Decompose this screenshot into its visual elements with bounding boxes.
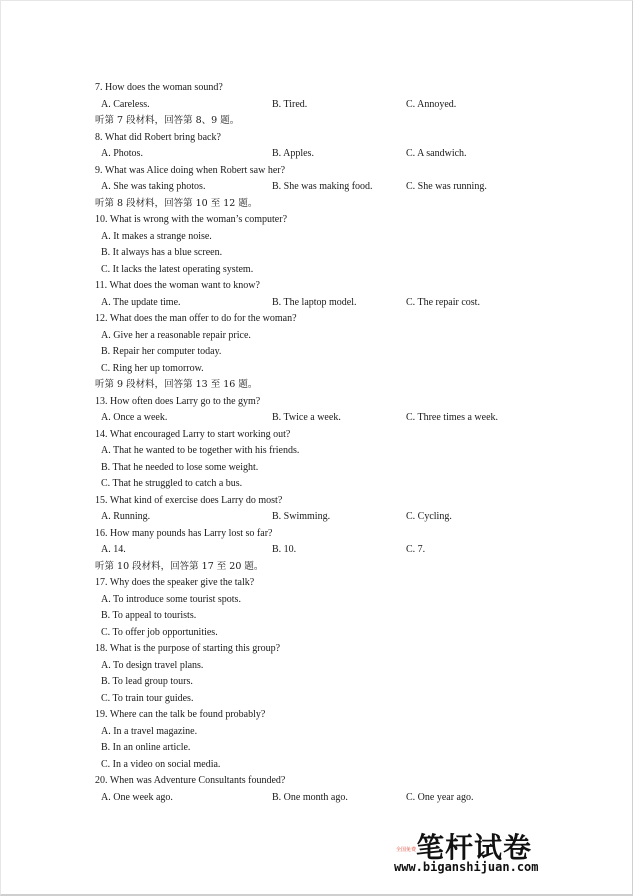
options-row <box>95 97 555 114</box>
question-stem: 14. What encouraged Larry to start working out? <box>95 428 291 440</box>
option-line: A. Give her a reasonable repair price. <box>101 329 251 341</box>
options-row <box>95 790 555 807</box>
option-c: C. Annoyed. <box>406 98 457 110</box>
option-line: B. That he needed to lose some weight. <box>101 461 259 473</box>
question-stem: 19. Where can the talk be found probably? <box>95 709 266 720</box>
option-a: A. Once a week. <box>101 412 168 423</box>
section-instruction: 听第 7 段材料，回答第 8、9 题。 <box>95 115 240 126</box>
option-c: C. Cycling. <box>406 511 452 522</box>
option-line: C. Ring her up tomorrow. <box>101 362 204 374</box>
question-stem: 9. What was Alice doing when Robert saw her? <box>95 164 286 176</box>
options-row <box>95 146 555 163</box>
option-b: B. 10. <box>272 544 297 555</box>
option-b: B. Twice a week. <box>272 412 341 423</box>
question-stem: 20. When was Adventure Consultants founded? <box>95 775 286 786</box>
option-a: A. She was taking photos. <box>101 181 206 192</box>
option-line: B. It always has a blue screen. <box>101 247 223 258</box>
question-stem: 12. What does the man offer to do for the woman? <box>95 313 297 324</box>
section-instruction: 听第 10 段材料，回答第 17 至 20 题。 <box>95 560 264 572</box>
option-b: B. Apples. <box>272 148 314 159</box>
option-c: C. She was running. <box>406 181 487 192</box>
option-line: B. In an online article. <box>101 742 191 753</box>
option-b: B. She was making food. <box>272 181 373 192</box>
option-line: C. That he struggled to catch a bus. <box>101 478 243 489</box>
options-row <box>95 410 555 427</box>
section-instruction: 听第 8 段材料，回答第 10 至 12 题。 <box>95 197 258 209</box>
option-a: A. The update time. <box>101 296 181 308</box>
option-line: C. To train tour guides. <box>101 692 194 704</box>
watermark-title: 笔杆试卷 <box>416 831 533 864</box>
option-c: C. One year ago. <box>406 791 474 803</box>
option-b: B. One month ago. <box>272 791 348 803</box>
option-line: B. To appeal to tourists. <box>101 610 197 621</box>
question-stem: 15. What kind of exercise does Larry do most? <box>95 494 283 506</box>
option-line: C. To offer job opportunities. <box>101 626 218 638</box>
option-line: A. To design travel plans. <box>101 659 204 671</box>
option-a: A. One week ago. <box>101 791 173 803</box>
watermark-tag: 全国免费 <box>396 847 417 853</box>
question-stem: 7. How does the woman sound? <box>95 82 223 93</box>
question-stem: 17. Why does the speaker give the talk? <box>95 577 255 588</box>
option-line: B. Repair her computer today. <box>101 346 222 357</box>
option-a: A. Photos. <box>101 148 143 159</box>
option-c: C. Three times a week. <box>406 412 499 423</box>
option-line: C. It lacks the latest operating system. <box>101 263 254 275</box>
option-line: A. That he wanted to be together with his friends. <box>101 445 300 456</box>
option-b: B. Swimming. <box>272 511 331 522</box>
watermark-logo <box>394 826 554 882</box>
option-line: C. In a video on social media. <box>101 758 221 770</box>
section-instruction: 听第 9 段材料，回答第 13 至 16 题。 <box>95 379 258 390</box>
question-stem: 10. What is wrong with the woman’s computer? <box>95 214 288 225</box>
option-line: A. It makes a strange noise. <box>101 230 212 242</box>
question-stem: 11. What does the woman want to know? <box>95 280 260 291</box>
option-c: C. 7. <box>406 544 426 555</box>
question-stem: 18. What is the purpose of starting this group? <box>95 643 281 654</box>
exam-questions <box>95 80 555 806</box>
option-c: C. A sandwich. <box>406 148 467 159</box>
option-a: A. Careless. <box>101 98 150 110</box>
option-a: A. 14. <box>101 544 126 555</box>
option-line: A. To introduce some tourist spots. <box>101 593 241 605</box>
question-stem: 8. What did Robert bring back? <box>95 131 221 143</box>
option-a: A. Running. <box>101 511 151 522</box>
question-stem: 13. How often does Larry go to the gym? <box>95 395 261 407</box>
options-row <box>95 509 555 526</box>
question-stem: 16. How many pounds has Larry lost so far? <box>95 527 273 539</box>
option-b: B. Tired. <box>272 98 308 110</box>
watermark-url: www.biganshijuan.com <box>394 860 539 874</box>
option-line: A. In a travel magazine. <box>101 725 198 737</box>
options-row <box>95 179 555 196</box>
option-c: C. The repair cost. <box>406 296 480 308</box>
option-b: B. The laptop model. <box>272 296 357 308</box>
option-line: B. To lead group tours. <box>101 676 193 687</box>
options-row <box>95 542 555 559</box>
options-row <box>95 295 555 312</box>
